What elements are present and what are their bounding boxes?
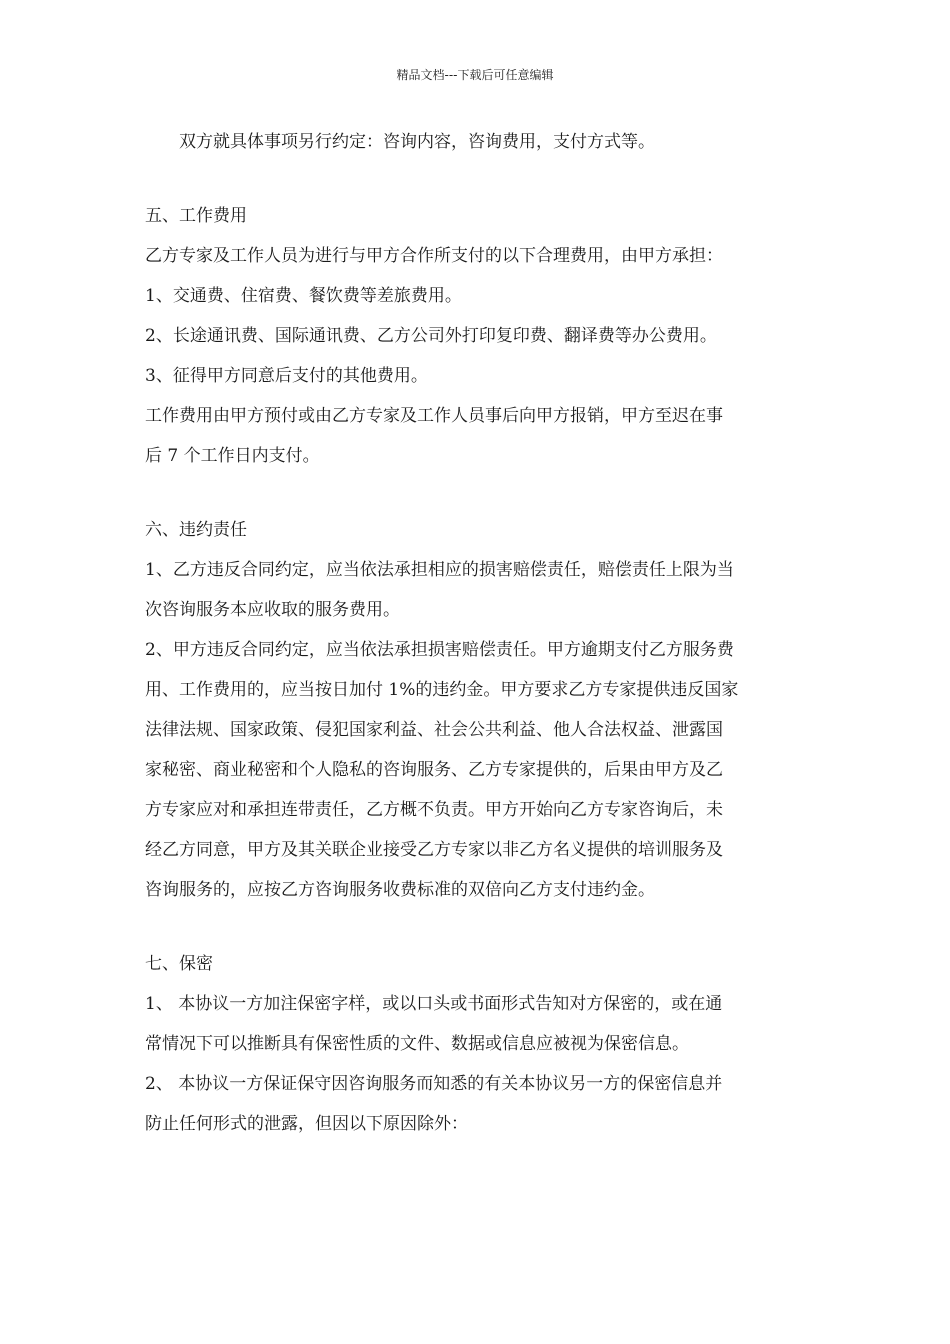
section-7-title: 七、保密 bbox=[145, 954, 213, 974]
section-6-item-2-line-7: 咨询服务的，应按乙方咨询服务收费标准的双倍向乙方支付违约金。 bbox=[145, 880, 655, 900]
section-6-item-2-line-4: 家秘密、商业秘密和个人隐私的咨询服务、乙方专家提供的，后果由甲方及乙 bbox=[145, 760, 723, 780]
intro-paragraph: 双方就具体事项另行约定：咨询内容，咨询费用，支付方式等。 bbox=[179, 132, 655, 152]
page-header: 精品文档---下载后可任意编辑 bbox=[396, 68, 554, 82]
section-5-payment-line-1: 工作费用由甲方预付或由乙方专家及工作人员事后向甲方报销，甲方至迟在事 bbox=[145, 406, 723, 426]
section-6-item-1-line-2: 次咨询服务本应收取的服务费用。 bbox=[145, 600, 400, 620]
section-5-item-1: 1、交通费、住宿费、餐饮费等差旅费用。 bbox=[145, 286, 462, 306]
section-5-payment-line-2: 后 7 个工作日内支付。 bbox=[145, 446, 320, 466]
section-6-item-2-line-5: 方专家应对和承担连带责任，乙方概不负责。甲方开始向乙方专家咨询后，未 bbox=[145, 800, 723, 820]
section-7-item-2-line-2: 防止任何形式的泄露，但因以下原因除外： bbox=[145, 1114, 468, 1134]
section-7-item-1-line-2: 常情况下可以推断具有保密性质的文件、数据或信息应被视为保密信息。 bbox=[145, 1034, 689, 1054]
section-6-item-2-line-3: 法律法规、国家政策、侵犯国家利益、社会公共利益、他人合法权益、泄露国 bbox=[145, 720, 723, 740]
section-6-item-2-line-2: 用、工作费用的，应当按日加付 1%的违约金。甲方要求乙方专家提供违反国家 bbox=[145, 680, 739, 700]
section-6-item-2-line-1: 2、甲方违反合同约定，应当依法承担损害赔偿责任。甲方逾期支付乙方服务费 bbox=[145, 640, 734, 660]
section-6-title: 六、违约责任 bbox=[145, 520, 247, 540]
section-6-item-1-line-1: 1、乙方违反合同约定，应当依法承担相应的损害赔偿责任，赔偿责任上限为当 bbox=[145, 560, 734, 580]
section-5-item-3: 3、征得甲方同意后支付的其他费用。 bbox=[145, 366, 428, 386]
section-5-title: 五、工作费用 bbox=[145, 206, 247, 226]
section-6-item-2-line-6: 经乙方同意，甲方及其关联企业接受乙方专家以非乙方名义提供的培训服务及 bbox=[145, 840, 723, 860]
section-5-lead: 乙方专家及工作人员为进行与甲方合作所支付的以下合理费用，由甲方承担： bbox=[145, 246, 723, 266]
document-body bbox=[145, 122, 810, 1144]
section-7-item-2-line-1: 2、 本协议一方保证保守因咨询服务而知悉的有关本协议另一方的保密信息并 bbox=[145, 1074, 723, 1094]
section-5-item-2: 2、长途通讯费、国际通讯费、乙方公司外打印复印费、翻译费等办公费用。 bbox=[145, 326, 717, 346]
section-7-item-1-line-1: 1、 本协议一方加注保密字样，或以口头或书面形式告知对方保密的，或在通 bbox=[145, 994, 723, 1014]
